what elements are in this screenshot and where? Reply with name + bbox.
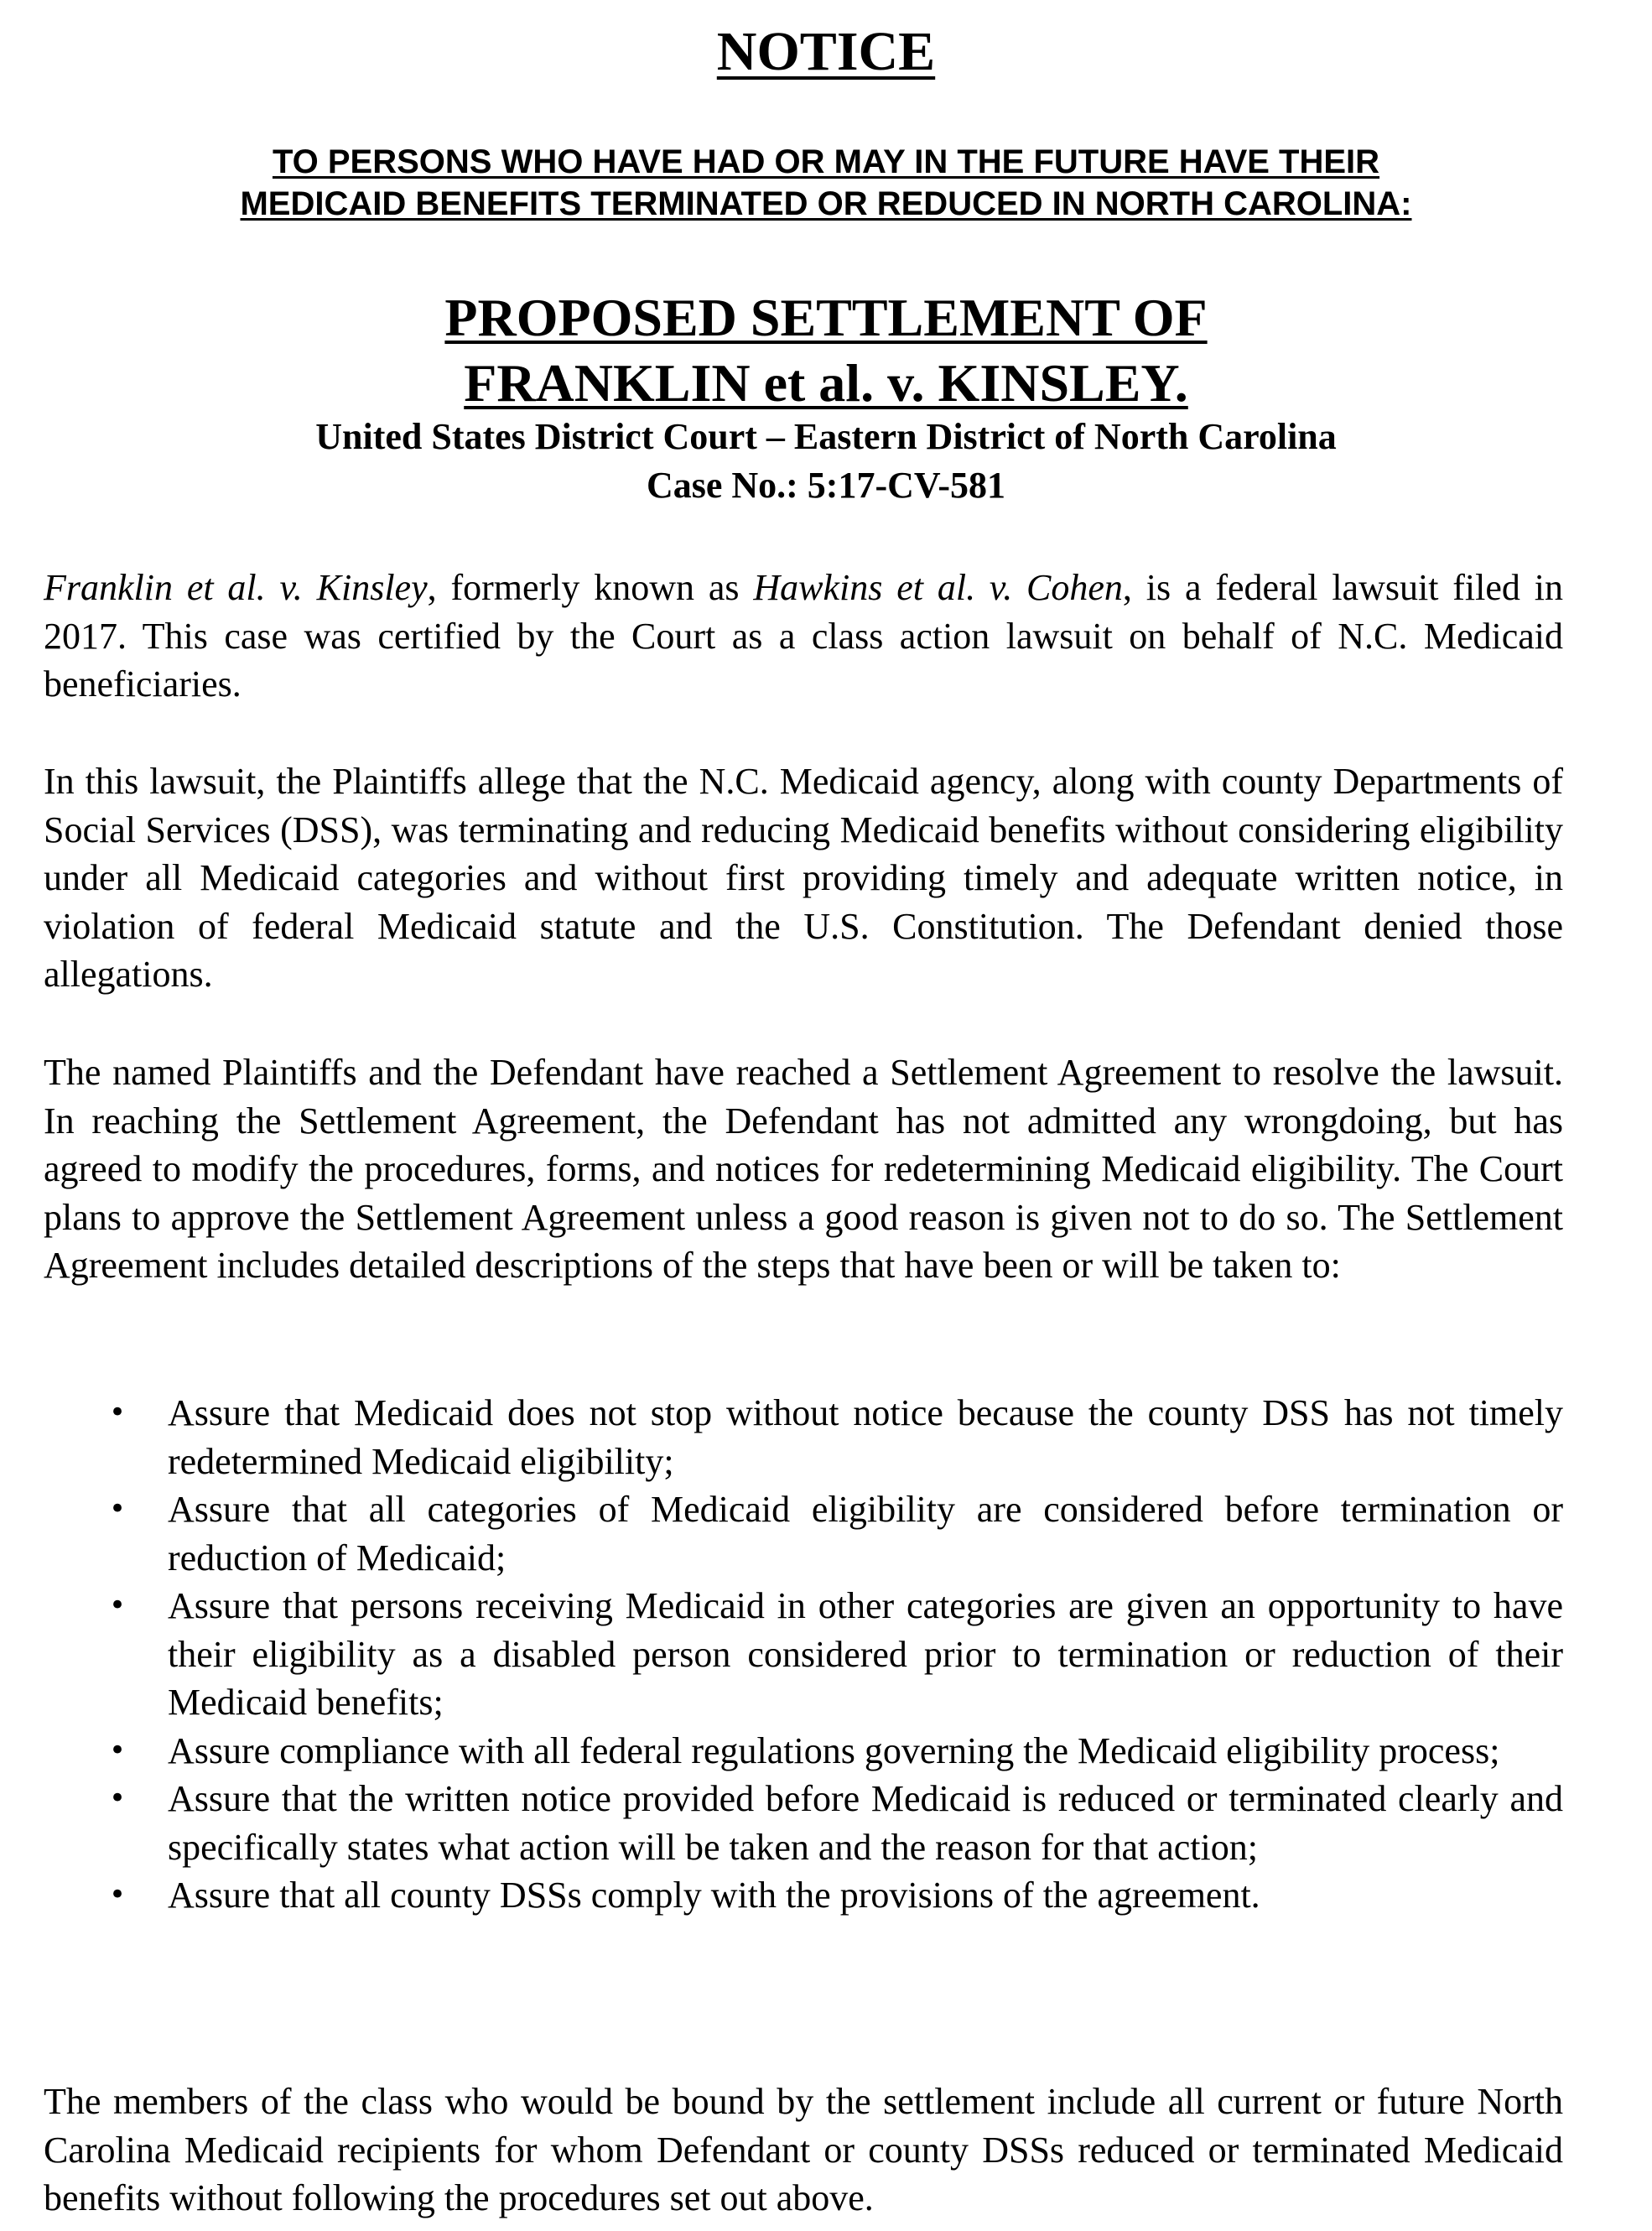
bullet-icon: • [109, 1396, 127, 1429]
paragraph-intro [44, 564, 1563, 709]
notice-title: NOTICE [716, 21, 936, 82]
list-item-text: Assure that the written notice provided before Medicaid is reduced or terminated clearly and specifically states what action will be taken and the reason for that action; [168, 1778, 1563, 1868]
list-item [44, 1485, 1563, 1582]
intro-text-b: , is a federal lawsuit filed in 2017. This case was certified by the Court as a class action lawsuit on behalf of N.C. Medicaid beneficiaries. [44, 567, 1563, 705]
case-number: Case No.: 5:17-CV-581 [646, 465, 1006, 506]
bullet-icon: • [109, 1733, 127, 1767]
bullet-icon: • [109, 1781, 127, 1815]
case-title [0, 285, 1652, 416]
list-item [44, 1871, 1563, 1920]
subheading-line-1: TO PERSONS WHO HAVE HAD OR MAY IN THE FUTURE HAVE THEIR [272, 143, 1380, 180]
notice-subheading [0, 141, 1652, 225]
bullet-icon: • [109, 1589, 127, 1622]
case-name: Franklin et al. v. Kinsley [44, 567, 428, 608]
settlement-steps-list [44, 1389, 1563, 1920]
former-case-name: Hawkins et al. v. Cohen [753, 567, 1123, 608]
bullet-icon: • [109, 1878, 127, 1911]
list-item [44, 1582, 1563, 1727]
list-item-text: Assure that all county DSSs comply with the provisions of the agreement. [168, 1875, 1260, 1916]
court-info [0, 413, 1652, 510]
list-item [44, 1775, 1563, 1871]
paragraph-class-members: The members of the class who would be bound by the settlement include all current or future North Carolina Medicaid recipients for whom Defendant or county DSSs reduced or terminated Medicaid benefits without following the procedures set out above. [44, 2081, 1563, 2218]
paragraph-allegations: In this lawsuit, the Plaintiffs allege that the N.C. Medicaid agency, along with county Departments of Social Services (DSS), was terminating and reducing Medicaid benefits without considering eligibility under all Medicaid categories and without first providing timely and adequate written notice, in violation of federal Medicaid statute and the U.S. Constitution. The Defendant denied those allegations. [44, 761, 1563, 995]
case-title-line-2: FRANKLIN et al. v. KINSLEY. [464, 353, 1188, 413]
list-item-text: Assure that all categories of Medicaid eligibility are considered before termination or reduction of Medicaid; [168, 1489, 1563, 1578]
list-item-text: Assure that Medicaid does not stop without notice because the county DSS has not timely redetermined Medicaid eligibility; [168, 1392, 1563, 1482]
list-item-text: Assure that persons receiving Medicaid in other categories are given an opportunity to have their eligibility as a disabled person considered prior to termination or reduction of their Medicaid benefits; [168, 1585, 1563, 1723]
bullet-icon: • [109, 1492, 127, 1526]
list-item [44, 1389, 1563, 1485]
case-title-line-1: PROPOSED SETTLEMENT OF [444, 288, 1208, 347]
paragraph-settlement: The named Plaintiffs and the Defendant have reached a Settlement Agreement to resolve the lawsuit. In reaching the Settlement Agreement, the Defendant has not admitted any wrongdoing, but has agreed to modify the procedures, forms, and notices for redetermining Medicaid eligibility. The Court plans to approve the Settlement Agreement unless a good reason is given not to do so. The Settlement Agreement includes detailed descriptions of the steps that have been or will be taken to: [44, 1052, 1563, 1286]
list-item-text: Assure compliance with all federal regulations governing the Medicaid eligibility process; [168, 1729, 1500, 1771]
list-item [44, 1727, 1563, 1776]
court-name: United States District Court – Eastern District of North Carolina [315, 416, 1337, 457]
subheading-line-2: MEDICAID BENEFITS TERMINATED OR REDUCED IN NORTH CAROLINA: [240, 185, 1412, 222]
intro-text-a: , formerly known as [427, 567, 754, 608]
